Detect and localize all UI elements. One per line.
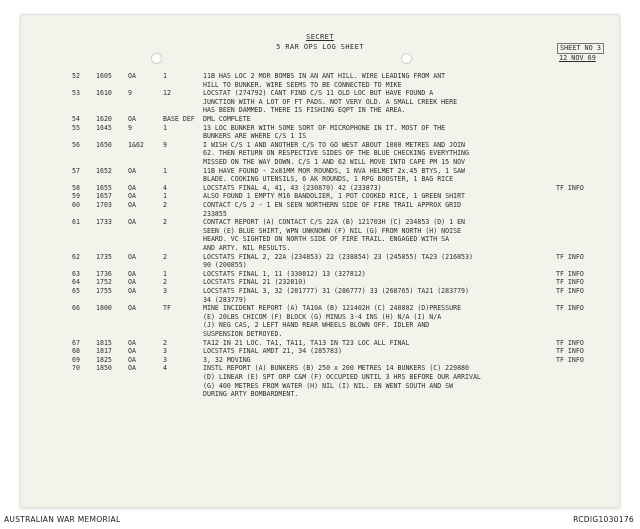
serial-number: 65 xyxy=(72,287,80,295)
event-text: LOCSTATS FINAL 21 (232810) xyxy=(203,278,307,287)
from-cell: OA xyxy=(128,218,136,227)
sheet-number: SHEET NO 3 xyxy=(557,43,604,54)
event-text: LOCSTATS FINAL 3, 32 (281777) 31 (286777) 33 (268765) TA21 (283779) xyxy=(203,287,469,295)
event-text: 11B HAS LOC 2 MOR BOMBS IN AN ANT HILL. WIRE LEADING FROM ANT xyxy=(203,72,446,80)
to-cell: 12 xyxy=(163,89,171,98)
time-cell: 1850 xyxy=(96,364,112,373)
serial-number: 62 xyxy=(72,252,80,261)
event-text: (J) NEG CAS, 2 LEFT HAND REAR WHEELS BLOWN OFF. IDLER AND xyxy=(203,321,430,330)
event-text: HAS BEEN DAMMED. THERE IS FISHING EQPT IN THE AREA. xyxy=(203,106,406,115)
event-text: 3, 32 MOVING xyxy=(203,355,251,364)
time-cell: 1817 xyxy=(96,347,112,356)
action-cell: TF INFO xyxy=(556,183,584,192)
event-text: ALSO FOUND 1 EMPTY M16 BANDOLIER, 1 POT COOKED RICE, 1 GREEN SHIRT xyxy=(203,192,466,201)
from-cell: 9 xyxy=(128,123,132,132)
from-cell: OA xyxy=(128,278,136,287)
event-text: LOCSTATS FINAL 4, 41, 43 (230870) 42 (233873) xyxy=(203,183,382,192)
event-text: HILL TO BUNKER. WIRE SEEMS TO BE CONNECTED TO MIKE xyxy=(203,80,402,89)
from-cell: OA xyxy=(128,338,136,347)
serial-number: 52 xyxy=(72,72,80,80)
to-cell: 4 xyxy=(163,364,167,373)
time-cell: 1815 xyxy=(96,338,112,347)
punch-hole xyxy=(401,53,412,64)
serial-number: 58 xyxy=(72,183,80,192)
event-text: CONTACT REPORT (A) CONTACT C/S 22A (B) 121703H (C) 234853 (D) 1 EN xyxy=(203,218,466,227)
event-text: LOCSTATS FINAL 1, 11 (330812) 13 (327812) xyxy=(203,269,366,278)
to-cell: 2 xyxy=(163,201,167,209)
from-cell: OA xyxy=(128,192,136,201)
time-cell: 1645 xyxy=(96,123,112,132)
to-cell: 1 xyxy=(163,72,167,80)
time-cell: 1703 xyxy=(96,201,112,209)
from-cell: OA xyxy=(128,183,136,192)
from-cell: OA xyxy=(128,166,136,175)
event-text: 62. THEN RETURN ON RESPECTIVE SIDES OF THE BLUE CHECKING EVERYTHING xyxy=(203,149,469,158)
to-cell: 2 xyxy=(163,252,167,261)
event-text: LOCSTATS FINAL 2, 22A (234853) 22 (238854) 23 (245855) TA23 (216853) xyxy=(203,252,473,261)
action-cell: TF INFO xyxy=(556,347,584,356)
event-text: 90 (200855) xyxy=(203,261,247,270)
action-cell: TF INFO xyxy=(556,355,584,364)
time-cell: 1655 xyxy=(96,183,112,192)
from-cell: 1&62 xyxy=(128,140,144,149)
serial-number: 69 xyxy=(72,355,80,364)
to-cell: 9 xyxy=(163,140,167,149)
from-cell: OA xyxy=(128,364,136,373)
action-cell: TF INFO xyxy=(556,269,584,278)
serial-number: 68 xyxy=(72,347,80,356)
serial-number: 70 xyxy=(72,364,80,373)
time-cell: 1755 xyxy=(96,287,112,295)
event-text: I WISH C/S 1 AND ANOTHER C/S TO GO WEST ABOUT 1000 METRES AND JOIN xyxy=(203,140,466,149)
serial-number: 59 xyxy=(72,192,80,201)
from-cell: OA xyxy=(128,252,136,261)
to-cell: 1 xyxy=(163,269,167,278)
classification-heading: SECRET xyxy=(306,33,334,41)
time-cell: 1650 xyxy=(96,140,112,149)
event-text: 233855 xyxy=(203,209,227,218)
event-text: BUNKERS ARE WHERE C/S 1 IS xyxy=(203,132,307,141)
serial-number: 60 xyxy=(72,201,80,209)
time-cell: 1733 xyxy=(96,218,112,227)
event-text: 11B HAVE FOUND - 2x81MM MOR ROUNDS, 1 NVA HELMET 2x.45 BTYS, 1 SAW xyxy=(203,166,466,175)
event-text: (E) 20LBS CHICOM (F) BLOCK (G) MINUS 3-4 INS (H) N/A (I) N/A xyxy=(203,312,442,321)
to-cell: 3 xyxy=(163,355,167,364)
from-cell: OA xyxy=(128,355,136,364)
serial-number: 67 xyxy=(72,338,80,347)
event-text: (G) 400 METRES FROM WATER (H) NIL (I) NIL. EN WENT SOUTH AND SW xyxy=(203,381,454,390)
sheet-date: 12 NOV 69 xyxy=(559,54,596,62)
footer-record-id: RCDIG1030176 xyxy=(573,515,634,524)
to-cell: 3 xyxy=(163,287,167,295)
event-text: 13 LOC BUNKER WITH SOME SORT OF MICROPHONE IN IT. MOST OF THE xyxy=(203,123,446,132)
serial-number: 64 xyxy=(72,278,80,287)
from-cell: OA xyxy=(128,115,136,123)
event-text: (D) LINEAR (E) SPT ORP C&M (F) OCCUPIED UNTIL 3 HRS BEFORE OUR ARRIVAL xyxy=(203,373,481,381)
time-cell: 1752 xyxy=(96,278,112,287)
action-cell: TF INFO xyxy=(556,252,584,261)
time-cell: 1605 xyxy=(96,72,112,80)
from-cell: OA xyxy=(128,269,136,278)
event-text: TA12 IN 21 LOC. TA1, TA11, TA13 IN T23 LOC ALL FINAL xyxy=(203,338,410,347)
to-cell: 1 xyxy=(163,192,167,201)
event-text: MINE INCIDENT REPORT (A) TA10A (B) 121402H (C) 240802 (D)PRESSURE xyxy=(203,304,462,313)
serial-number: 53 xyxy=(72,89,80,98)
from-cell: OA xyxy=(128,287,136,295)
event-text: JUNCTION WITH A LOT OF FT PADS. NOT VERY OLD. A SMALL CREEK HERE xyxy=(203,97,458,106)
time-cell: 1736 xyxy=(96,269,112,278)
action-cell: TF INFO xyxy=(556,304,584,313)
event-text: INSTL REPORT (A) BUNKERS (B) 250 x 200 METRES 14 BUNKERS (C) 229880 xyxy=(203,364,469,373)
to-cell: 1 xyxy=(163,123,167,132)
to-cell: BASE DEF xyxy=(163,115,195,123)
serial-number: 61 xyxy=(72,218,80,227)
event-text: CONTACT C/S 2 - 1 EN SEEN NORTHERN SIDE OF FIRE TRAIL APPROX GRID xyxy=(203,201,462,209)
from-cell: 9 xyxy=(128,89,132,98)
from-cell: OA xyxy=(128,304,136,313)
from-cell: OA xyxy=(128,201,136,209)
serial-number: 57 xyxy=(72,166,80,175)
event-text: HEARD. VC SIGHTED ON NORTH SIDE OF FIRE TRAIL. ENGAGED WITH SA xyxy=(203,235,450,244)
event-text: SUSPENSION DETROYED. xyxy=(203,330,283,338)
from-cell: OA xyxy=(128,347,136,356)
serial-number: 63 xyxy=(72,269,80,278)
to-cell: 2 xyxy=(163,278,167,287)
event-text: DML COMPLETE xyxy=(203,115,251,123)
event-text: LOCSTAT (274792) CANT FIND C/S 11 OLD LOC BUT HAVE FOUND A xyxy=(203,89,434,98)
time-cell: 1610 xyxy=(96,89,112,98)
from-cell: OA xyxy=(128,72,136,80)
action-cell: TF INFO xyxy=(556,338,584,347)
serial-number: 55 xyxy=(72,123,80,132)
to-cell: 2 xyxy=(163,338,167,347)
time-cell: 1735 xyxy=(96,252,112,261)
action-cell: TF INFO xyxy=(556,278,584,287)
serial-number: 54 xyxy=(72,115,80,123)
action-cell: TF INFO xyxy=(556,287,584,295)
serial-number: 66 xyxy=(72,304,80,313)
punch-hole xyxy=(151,53,162,64)
event-text: 34 (283779) xyxy=(203,295,247,304)
time-cell: 1652 xyxy=(96,166,112,175)
event-text: BLADE. COOKING UTENSILS, 6 AK ROUNDS, 1 RPG BOOSTER, 1 BAG RICE xyxy=(203,175,454,184)
time-cell: 1657 xyxy=(96,192,112,201)
to-cell: 3 xyxy=(163,347,167,356)
log-sheet-title: 5 RAR OPS LOG SHEET xyxy=(276,43,364,51)
time-cell: 1800 xyxy=(96,304,112,313)
to-cell: TF xyxy=(163,304,171,313)
to-cell: 2 xyxy=(163,218,167,227)
event-text: MISSED ON THE WAY DOWN. C/S 1 AND 62 WILL MOVE INTO CAPE PM 15 NOV xyxy=(203,158,466,166)
time-cell: 1825 xyxy=(96,355,112,364)
event-text: LOCSTATS FINAL AMDT 21, 34 (285783) xyxy=(203,347,342,356)
event-text: DURING ARTY BOMBARDMENT. xyxy=(203,390,299,399)
event-text: SEEN (E) BLUE SHIRT, WPN UNKNOWN (F) NIL (G) FROM NORTH (H) NOISE xyxy=(203,226,462,235)
serial-number: 56 xyxy=(72,140,80,149)
to-cell: 4 xyxy=(163,183,167,192)
to-cell: 1 xyxy=(163,166,167,175)
event-text: AND ARTY. NIL RESULTS. xyxy=(203,244,291,252)
time-cell: 1620 xyxy=(96,115,112,123)
footer-institution: AUSTRALIAN WAR MEMORIAL xyxy=(4,515,121,524)
